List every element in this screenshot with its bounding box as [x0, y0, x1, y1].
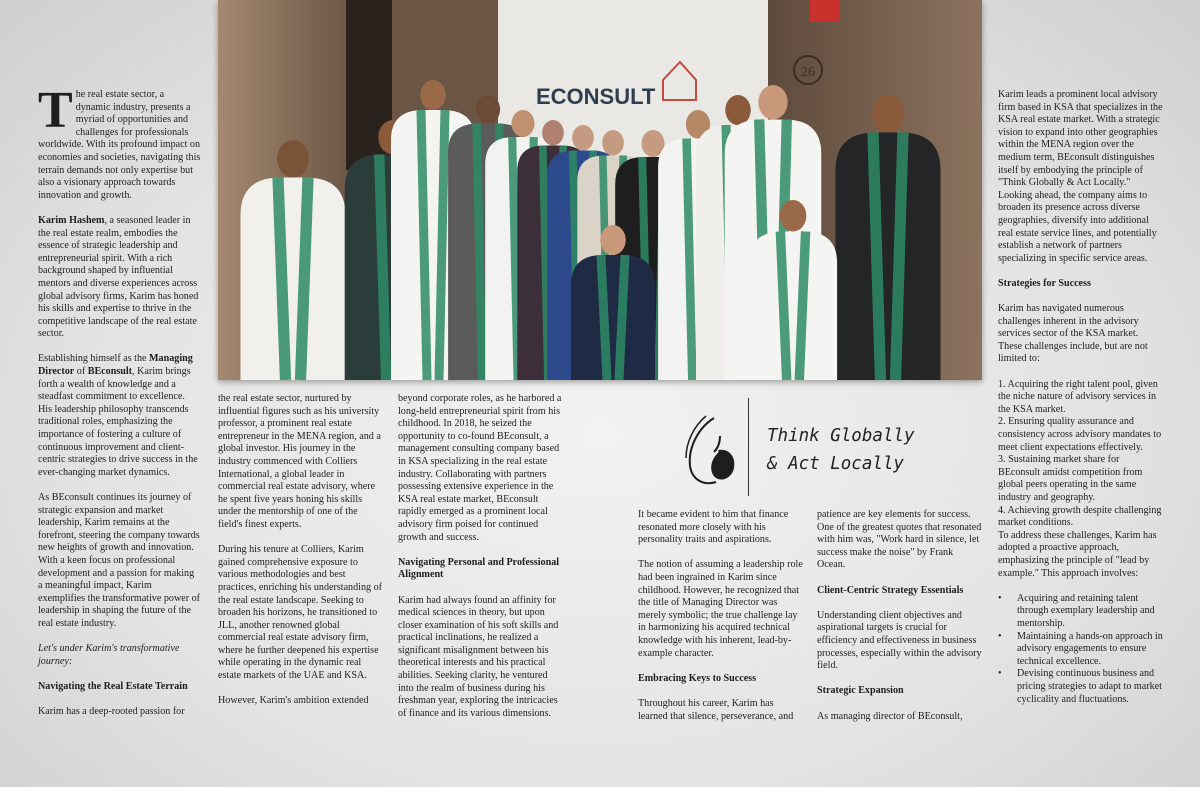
numbered-list: [998, 379, 1163, 530]
paragraph: Karim Hashem, a seasoned leader in the real estate realm, embodies the essence of strategic leadership and entrepreneurial spirit. With a rich background shaped by influential mentors and diverse experiences across global advisory firms, Karim has honed his skills and expertise to thrive in the competitive landscape of the real estate sector.: [38, 214, 199, 340]
paragraph: patience are key elements for success. One of the greatest quotes that resonated with him was, "Work hard in silence, let success make the noise" by Frank Ocean.: [817, 509, 982, 571]
section-heading: Navigating the Real Estate Terrain: [38, 680, 188, 692]
numbered-item: 2. Ensuring quality assurance and consistency across advisory mandates to meet client expectations effectively.: [998, 416, 1162, 453]
person-silhouette: [836, 95, 941, 380]
paragraph: However, Karim's ambition extended: [218, 695, 369, 707]
intro-paragraph: The real estate sector, a dynamic industry, presents a myriad of opportunities and challenges for professionals worldwide. With its profound impact on economies and societies, navigating this terrain demands not only expertise but also a visionary approach towards innovation and growth.: [38, 82, 201, 201]
paragraph: As BEconsult continues its journey of strategic expansion and market leadership, Karim remains at the forefront, steering the company towards new heights of growth and innovation. With a keen focus on professional development and a passion for making a meaningful impact, Karim exemplifies the transformative power of leadership in shaping the future of the real estate industry.: [38, 492, 201, 629]
article-column-1: [38, 82, 201, 719]
section-heading: Embracing Keys to Success: [638, 672, 757, 684]
paragraph: Karim has a deep-rooted passion for: [38, 706, 185, 718]
quote-divider: [748, 398, 749, 496]
bullet-item: • Maintaining a hands-on approach in advisory engagements to ensure technical excellence.: [998, 631, 1163, 669]
paragraph: Throughout his career, Karim has learned that silence, perseverance, and: [638, 697, 794, 722]
article-column-2: [218, 393, 383, 708]
person-name: Karim Hashem: [38, 214, 105, 226]
pull-quote-line: & Act Locally: [767, 454, 904, 474]
numbered-item: 4. Achieving growth despite challenging market conditions.: [998, 504, 1162, 529]
paragraph: To address these challenges, Karim has adopted a proactive approach, emphasizing the principle of "lead by example." This approach involves:: [998, 529, 1157, 579]
paragraph: It became evident to him that finance resonated more closely with his personality traits and aspirations.: [638, 509, 789, 546]
paragraph: Karim has navigated numerous challenges inherent in the advisory services sector of the KSA market. These challenges include, but are not limited to:: [998, 303, 1148, 365]
pull-quote: [767, 422, 977, 478]
italic-lead: Let's under Karim's transformative journey:: [38, 643, 180, 667]
section-heading: Strategies for Success: [998, 277, 1091, 289]
quote-mark-icon: [684, 412, 740, 488]
article-column-5: [817, 509, 982, 723]
paragraph: Understanding client objectives and aspirational targets is crucial for efficiency and effectiveness in business processes, especially within the advisory field.: [817, 609, 982, 672]
paragraph: Establishing himself as the Managing Director of BEconsult, Karim brings forth a wealth of knowledge and a steadfast commitment to excellence. His leadership philosophy transcends traditional roles, emphasizing the importance of fostering a culture of continuous improvement and client-centric strategies to drive success in the ever-changing market dynamics.: [38, 353, 198, 478]
article-column-3: [398, 393, 564, 720]
bullet-item: • Acquiring and retaining talent through exemplary leadership and mentorship.: [998, 593, 1163, 631]
paragraph: Karim had always found an affinity for medical sciences in theory, but upon closer examination of his soft skills and practical inclinations, he realized a significant misalignment between his theoretical interests and his practical abilities. Seeking clarity, he ventured into the realm of business during his freshman year, exploring the intricacies of finance and its various dimensions.: [398, 594, 559, 719]
drop-cap: T: [38, 82, 73, 139]
numbered-item: 3. Sustaining market share for BEconsult amidst competition from global peers operating in the same industry and geography.: [998, 454, 1143, 503]
numbered-item: 1. Acquiring the right talent pool, given the niche nature of advisory services in the KSA market.: [998, 378, 1158, 415]
paragraph: During his tenure at Colliers, Karim gained comprehensive exposure to various methodologies and best practices, enriching his understanding of the real estate landscape. Seeking to broaden his horizons, he transitioned to JLL, another renowned global commercial real estate advisory firm, where he further deepened his expertise while operating in the dynamic real estate markets of the UAE and KSA.: [218, 544, 382, 682]
paragraph: beyond corporate roles, as he harbored a long-held entrepreneurial spirit from his childhood. In 2018, he seized the opportunity to co-found BEconsult, a management consulting company based in KSA specializing in the real estate industry. Collaborating with partners possessing extensive experience in the KSA real estate market, BEconsult rapidly emerged as a prominent local advisory firm poised for continued growth and success.: [398, 393, 562, 543]
section-heading: Navigating Personal and Professional Alignment: [398, 556, 560, 581]
wall-sign: ECONSULT: [536, 84, 656, 109]
article-column-6: [998, 89, 1163, 706]
bullet-item: • Devising continuous business and pricing strategies to adapt to market cyclicality and fluctuations.: [998, 668, 1163, 706]
paragraph: the real estate sector, nurtured by influential figures such as his university professor, a prominent real estate entrepreneur in the MENA region, and a global investor. His journey in the industry commenced with Colliers International, a global leader in commercial real estate advisory, where he spent five years honing his skills under the mentorship of one of the field's finest experts.: [218, 393, 381, 530]
pull-quote-line: Think Globally: [767, 426, 915, 446]
section-heading: Strategic Expansion: [817, 685, 904, 697]
team-photo: [218, 0, 982, 380]
door-number: 26: [801, 65, 815, 80]
paragraph: As managing director of BEconsult,: [817, 710, 963, 722]
article-column-4: [638, 509, 803, 723]
section-heading: Client-Centric Strategy Essentials: [817, 584, 964, 596]
paragraph: Karim leads a prominent local advisory firm based in KSA that specializes in the KSA real estate market. With a strategic vision to expand into other geographies within the MENA region over the medium term, BEconsult distinguishes itself by embodying the principle of "Think Globally & Act Locally." Looking ahead, the company aims to broaden its presence across diverse geographies, diversify into additional real estate service lines, and potentially establish a network of partners specializing in specific service areas.: [998, 89, 1163, 264]
bullet-list: [998, 593, 1163, 706]
paragraph: The notion of assuming a leadership role had been ingrained in Karim since childhood. However, he recognized that the title of Managing Director was merely symbolic; the true challenge lay in harmonizing his acquired technical knowledge with his inherent, lead-by-example character.: [638, 559, 803, 659]
